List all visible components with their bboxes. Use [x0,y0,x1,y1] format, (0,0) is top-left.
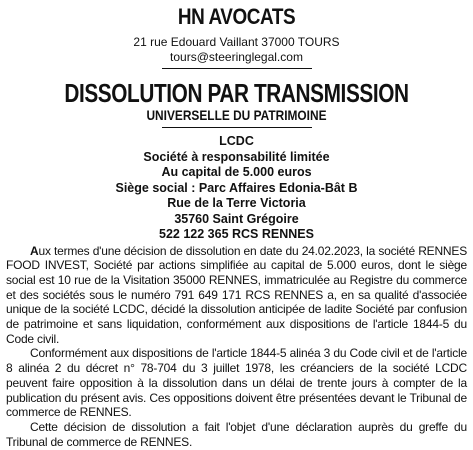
legal-notice [0,4,473,450]
company-form: Société à responsabilité limitée [143,149,330,164]
company-name: LCDC [219,134,254,148]
drop-cap: A [30,243,39,258]
paragraph-opposition: Conformément aux dispositions de l'article 1844-5 alinéa 3 du Code civil et de l'article 8 alinéa 2 du décret n° 78-704 du 3 juillet 1978, les créanciers de la société LCDC peuvent faire opposition à la dissolution dans un délai de trente jours à compter de la publication du présent avis. Ces oppositions doivent être présentées devant le Tribunal de commerce de RENNES. [6,346,467,420]
header-divider [162,68,312,69]
company-seat-line3: 35760 Saint Grégoire [174,211,299,226]
firm-address: 21 rue Edouard Vaillant 37000 TOURS [133,35,340,49]
paragraph-declaration: Cette décision de dissolution a fait l'objet d'une déclaration auprès du greffe du Tribunal de commerce de RENNES. [6,419,467,449]
company-rcs: 522 122 365 RCS RENNES [159,227,314,241]
title-divider [162,127,312,128]
paragraph-decision-text: ux termes d'une décision de dissolution en date du 24.02.2023, la société RENNES FOOD INVEST, Société par actions simplifiée au capital de 5.000 euros, dont le siège social est 10 rue de la Visitation 35000 RENNES, immatriculée au Registre du commerce et des sociétés sous le numéro 791 649 171 RCS RENNES a, en sa qualité d'associée unique de la société LCDC, décidé la dissolution anticipée de ladite Société par confusion de patrimoine et sans liquidation, conformément aux dispositions de l'article 1844-5 du Code civil. [6,243,467,346]
firm-email: tours@steeringlegal.com [170,50,303,64]
company-seat-line2: Rue de la Terre Victoria [167,196,306,210]
company-seat-line1: Siège social : Parc Affaires Edonia-Bât B [115,180,358,195]
notice-subtitle: UNIVERSELLE DU PATRIMOINE [146,107,327,123]
company-identity [6,134,467,243]
firm-name: HN AVOCATS [177,4,296,29]
notice-body [6,244,467,450]
paragraph-decision [6,244,467,347]
notice-title: DISSOLUTION PAR TRANSMISSION [64,78,409,108]
company-capital: Au capital de 5.000 euros [161,165,312,179]
